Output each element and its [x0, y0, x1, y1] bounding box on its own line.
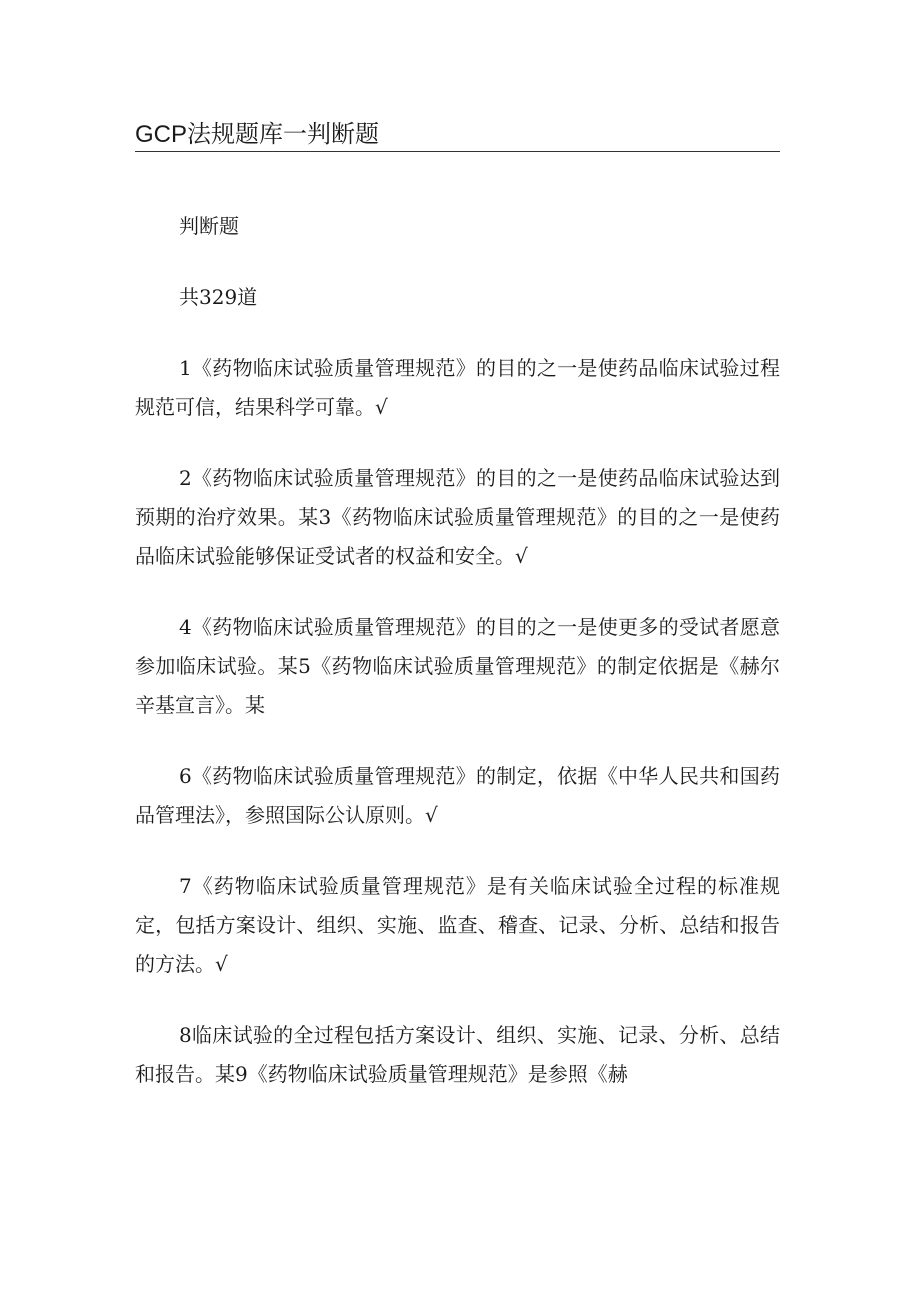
question-paragraph: 2《药物临床试验质量管理规范》的目的之一是使药品临床试验达到预期的治疗效果。某3《药物临床试验质量管理规范》的目的之一是使药品临床试验能够保证受试者的权益和安全。√	[135, 466, 780, 568]
page-title: GCP法规题库一判断题	[135, 121, 380, 148]
question-paragraph: 8临床试验的全过程包括方案设计、组织、实施、记录、分析、总结和报告。某9《药物临床试验质量管理规范》是参照《赫	[135, 1023, 780, 1086]
title-underline	[135, 151, 780, 152]
question-paragraph: 1《药物临床试验质量管理规范》的目的之一是使药品临床试验过程规范可信，结果科学可靠。√	[135, 356, 780, 419]
question-count: 共329道	[179, 285, 258, 309]
document-body	[135, 207, 780, 1126]
section-heading: 判断题	[179, 214, 239, 238]
question-paragraph: 4《药物临床试验质量管理规范》的目的之一是使更多的受试者愿意参加临床试验。某5《药物临床试验质量管理规范》的制定依据是《赫尔辛基宣言》。某	[135, 615, 780, 717]
question-paragraph: 7《药物临床试验质量管理规范》是有关临床试验全过程的标准规定，包括方案设计、组织、实施、监查、稽查、记录、分析、总结和报告的方法。√	[135, 874, 780, 976]
question-paragraph: 6《药物临床试验质量管理规范》的制定，依据《中华人民共和国药品管理法》，参照国际公认原则。√	[135, 764, 780, 827]
